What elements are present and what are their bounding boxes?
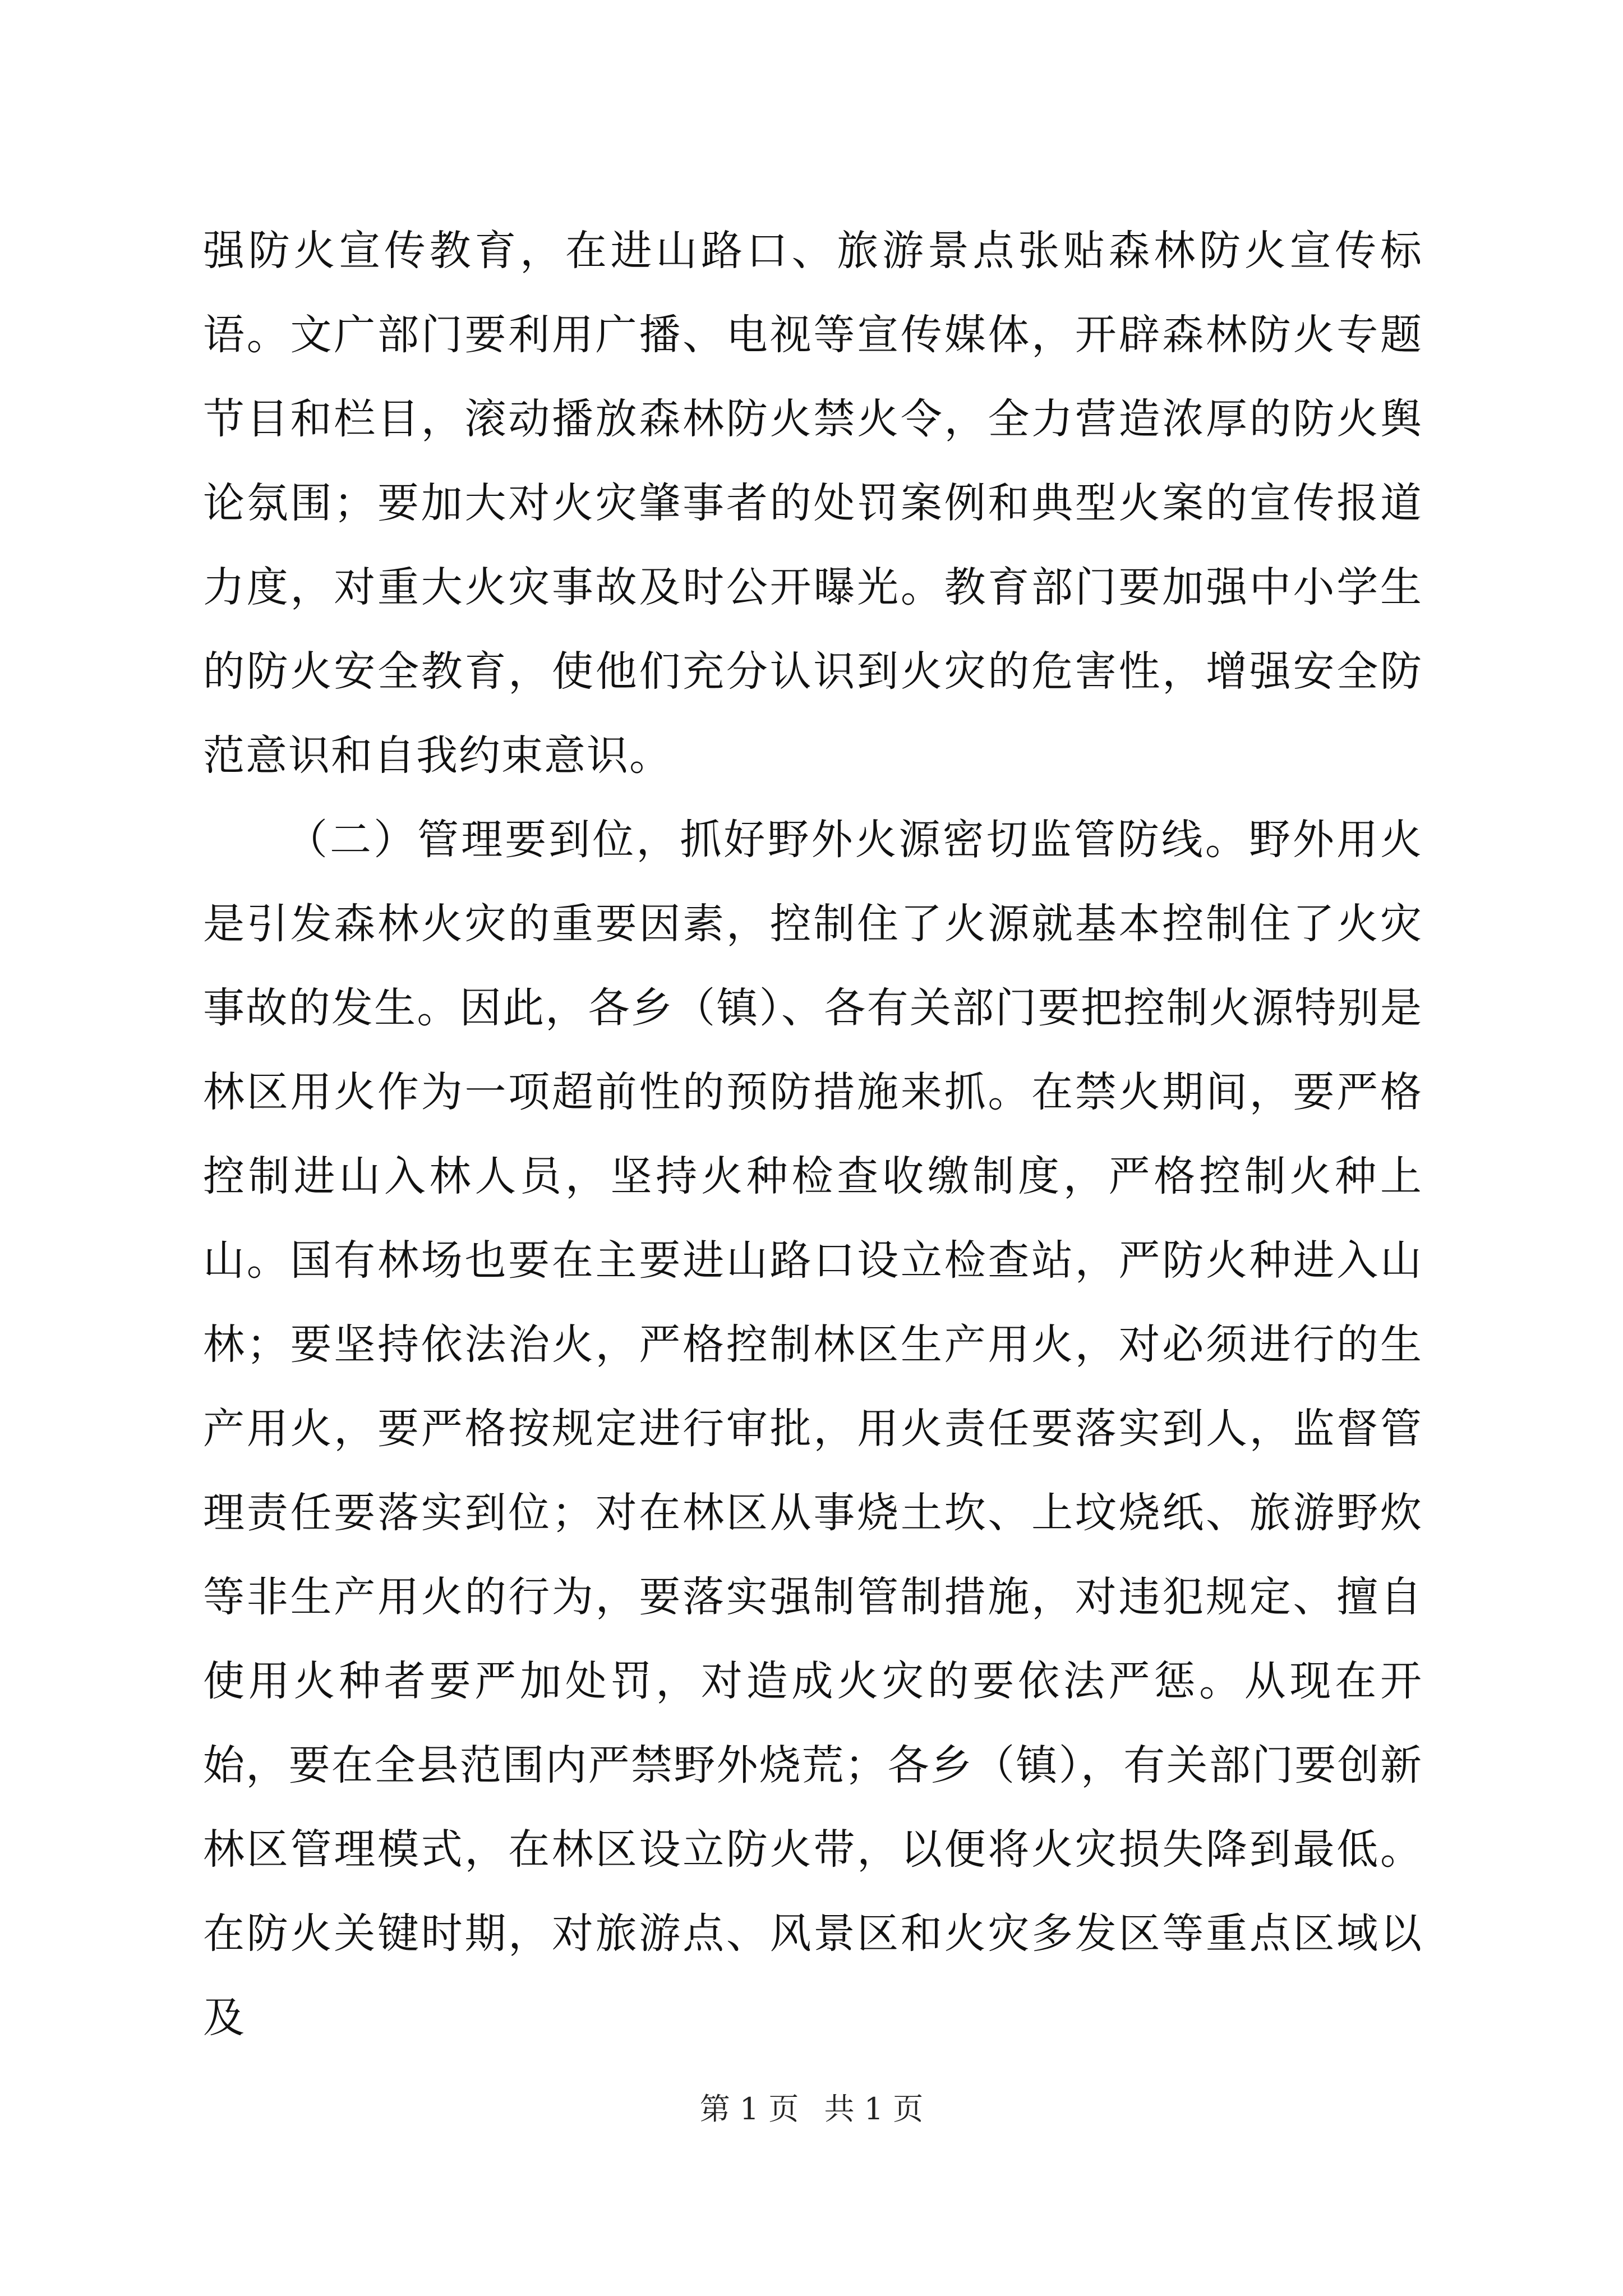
document-body bbox=[203, 209, 1423, 2060]
page-number: 第 1 页 bbox=[699, 2091, 799, 2127]
paragraph-1: 强防火宣传教育，在进山路口、旅游景点张贴森林防火宣传标语。文广部门要利用广播、电视等宣传媒体，开辟森林防火专题节目和栏目，滚动播放森林防火禁火令，全力营造浓厚的防火舆论氛围；要加大对火灾肇事者的处罚案例和典型火案的宣传报道力度，对重大火灾事故及时公开曝光。教育部门要加强中小学生的防火安全教育，使他们充分认识到火灾的危害性，增强安全防范意识和自我约束意识。 bbox=[203, 227, 1423, 780]
page-footer bbox=[0, 2087, 1623, 2132]
paragraph-2: （二）管理要到位，抓好野外火源密切监管防线。野外用火是引发森林火灾的重要因素，控制住了火源就基本控制住了火灾事故的发生。因此，各乡（镇）、各有关部门要把控制火源特别是林区用火作为一项超前性的预防措施来抓。在禁火期间，要严格控制进山入林人员，坚持火种检查收缴制度，严格控制火种上山。国有林场也要在主要进山路口设立检查站，严防火种进入山林；要坚持依法治火，严格控制林区生产用火，对必须进行的生产用火，要严格按规定进行审批，用火责任要落实到人，监督管理责任要落实到位；对在林区从事烧土坎、上坟烧纸、旅游野炊等非生产用火的行为，要落实强制管制措施，对违犯规定、擅自使用火种者要严加处罚，对造成火灾的要依法严惩。从现在开始，要在全县范围内严禁野外烧荒；各乡（镇），有关部门要创新林区管理模式，在林区设立防火带，以便将火灾损失降到最低。在防火关键时期，对旅游点、风景区和火灾多发区等重点区域以及 bbox=[203, 816, 1423, 2042]
page-total: 共 1 页 bbox=[824, 2091, 924, 2127]
